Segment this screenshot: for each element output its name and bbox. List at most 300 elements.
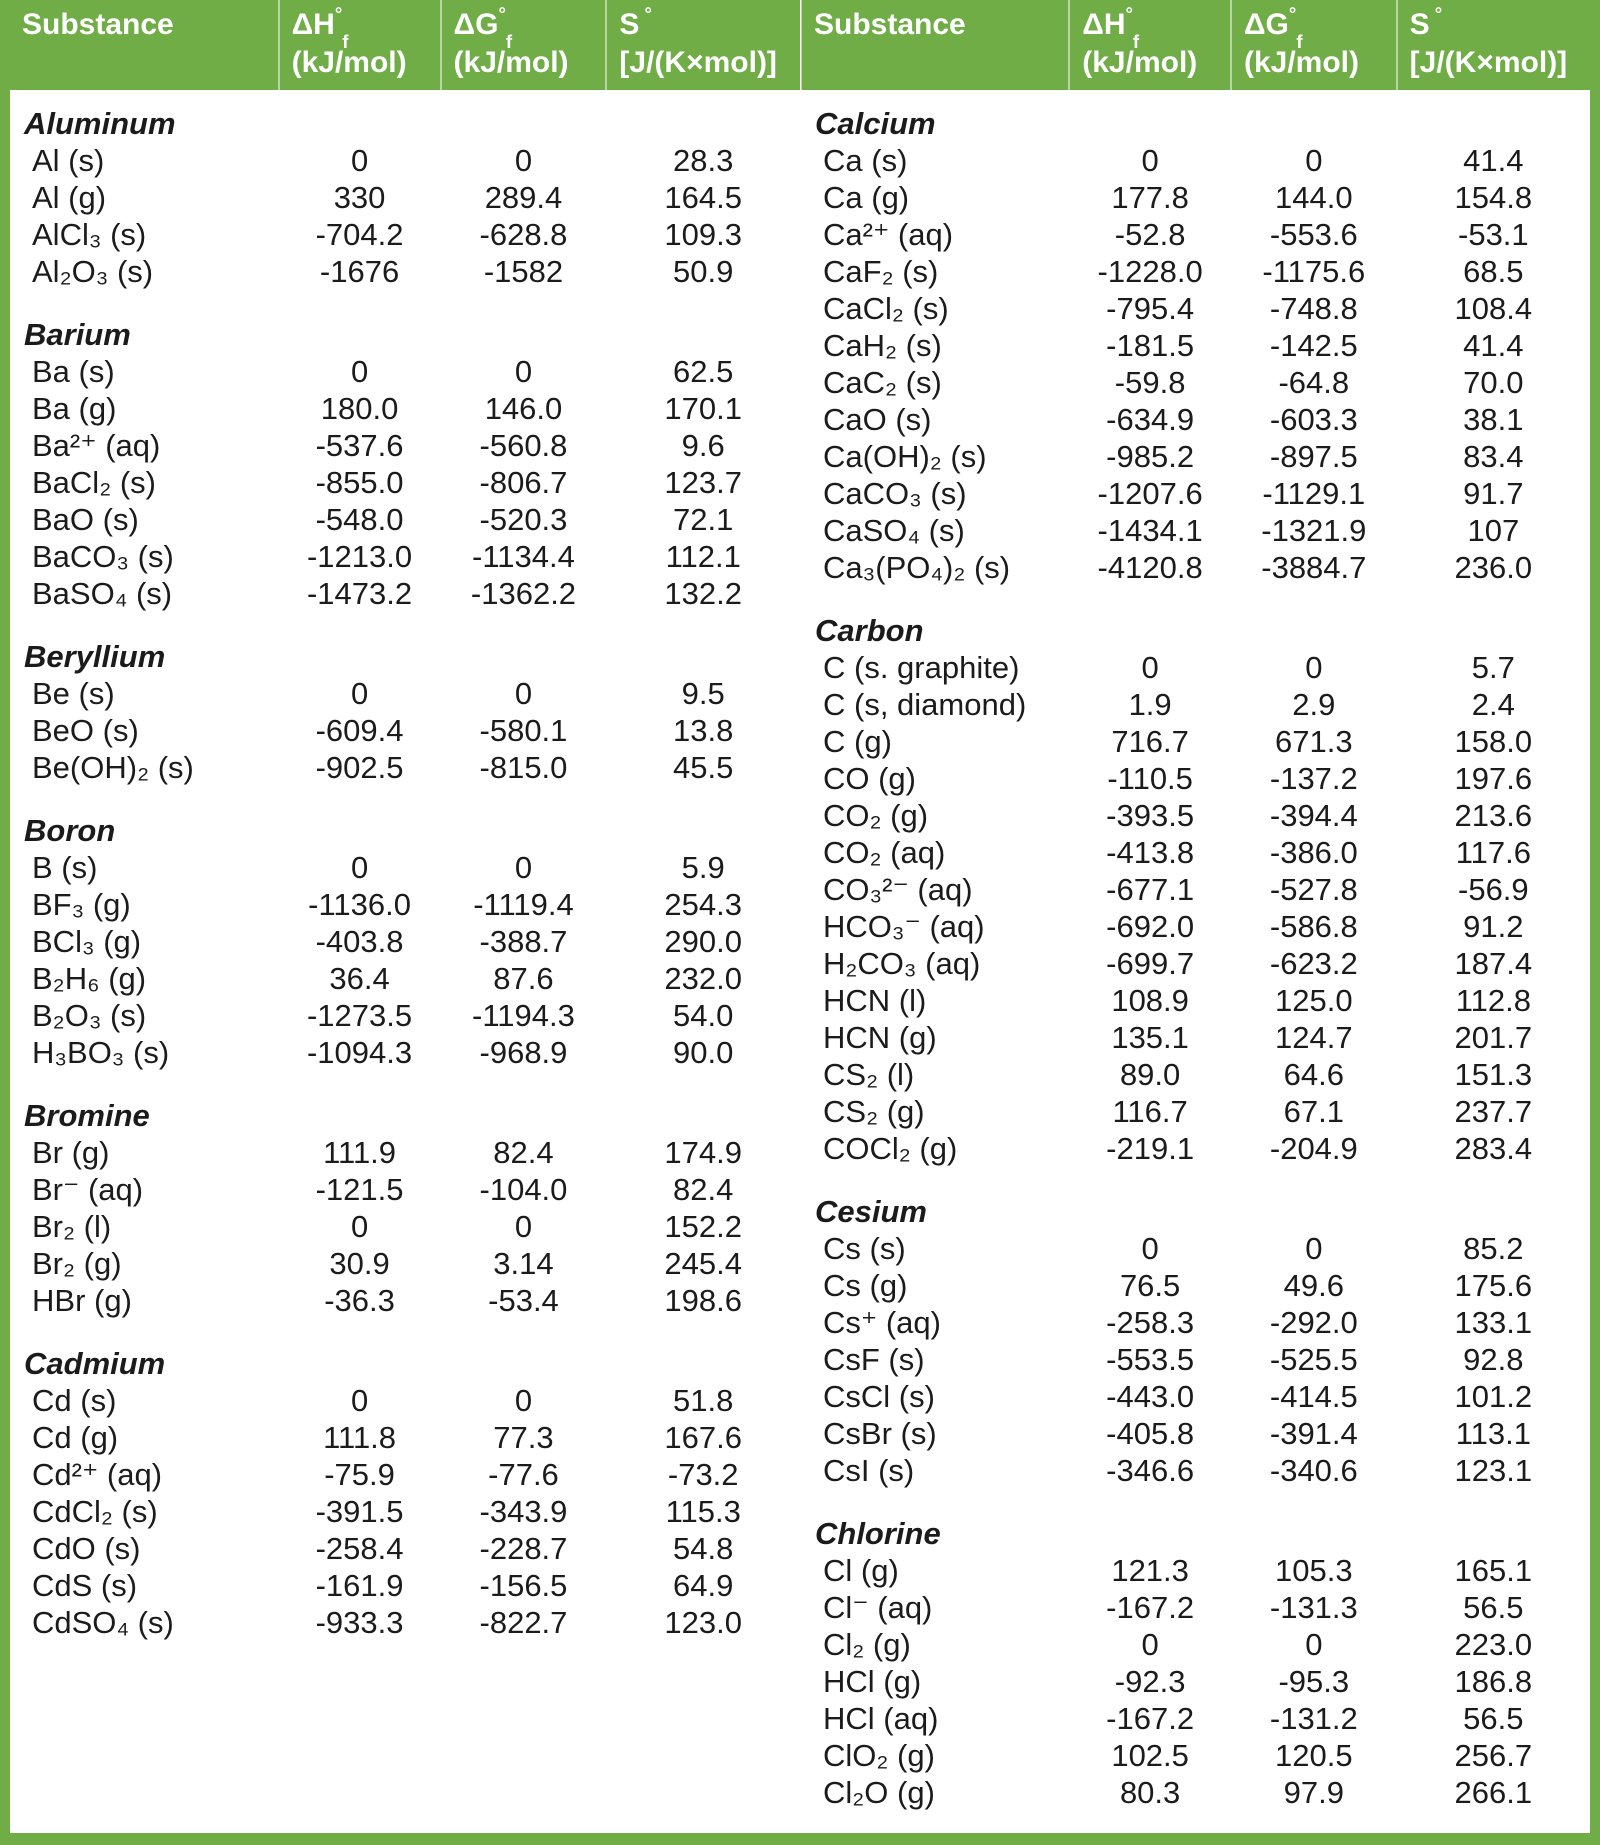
substance-cell: Al (s) xyxy=(32,142,105,178)
dg-value-cell: -343.9 xyxy=(479,1493,568,1529)
dg-value-cell: -77.6 xyxy=(488,1456,559,1492)
dh-value-cell: -985.2 xyxy=(1106,438,1195,474)
s-value-cell: 9.6 xyxy=(681,427,725,463)
dh-value-cell: 1.9 xyxy=(1128,686,1172,722)
substance-cell: CaH₂ (s) xyxy=(823,327,942,363)
table-row xyxy=(10,1493,800,1530)
substance-cell: HCN (l) xyxy=(823,982,927,1018)
dg-header-symbol: $\Delta G^\circ_f$ xyxy=(453,3,513,52)
s-value-cell: 175.6 xyxy=(1454,1267,1533,1303)
table-row xyxy=(801,290,1590,327)
s-value-cell: 101.2 xyxy=(1454,1378,1533,1414)
substance-cell: COCl₂ (g) xyxy=(823,1130,958,1166)
s-value-cell: 165.1 xyxy=(1454,1552,1533,1588)
dh-value-cell: -413.8 xyxy=(1106,834,1195,870)
dh-value-cell: -692.0 xyxy=(1106,908,1195,944)
spacer-cell xyxy=(10,612,800,638)
dg-value-cell: 0 xyxy=(514,849,533,885)
dg-value-cell: -628.8 xyxy=(479,216,568,252)
table-row xyxy=(801,253,1590,290)
section-spacer xyxy=(10,90,800,105)
s-value-cell: 237.7 xyxy=(1454,1093,1533,1129)
table-row xyxy=(10,675,800,712)
table-row xyxy=(10,1245,800,1282)
dh-value-cell: 0 xyxy=(1141,649,1159,685)
section-title-row xyxy=(10,638,800,675)
dg-value-cell: -586.8 xyxy=(1269,908,1358,944)
s-value-cell: 28.3 xyxy=(673,142,734,178)
s-value-cell: 45.5 xyxy=(673,749,734,785)
dh-value-cell: -75.9 xyxy=(324,1456,395,1492)
dg-value-cell: -748.8 xyxy=(1269,290,1358,326)
dg-value-cell: -560.8 xyxy=(479,427,568,463)
substance-cell: C (s, diamond) xyxy=(823,686,1027,722)
s-value-cell: 113.1 xyxy=(1455,1415,1531,1451)
dh-value-cell: -161.9 xyxy=(315,1567,404,1603)
s-value-cell: 2.4 xyxy=(1471,686,1515,722)
s-value-cell: 201.7 xyxy=(1454,1019,1533,1055)
section-title: Aluminum xyxy=(24,105,176,141)
dg-value-cell: 0 xyxy=(514,1382,533,1418)
dg-value-cell: -520.3 xyxy=(479,501,568,537)
table-row xyxy=(10,1134,800,1171)
table-row xyxy=(801,512,1590,549)
substance-cell: B (s) xyxy=(32,849,98,885)
substance-cell: HCl (aq) xyxy=(823,1700,939,1736)
substance-cell: Cl₂O (g) xyxy=(823,1774,935,1810)
dh-value-cell: -4120.8 xyxy=(1097,549,1203,585)
substance-cell: Ba²⁺ (aq) xyxy=(32,427,161,463)
table-row xyxy=(10,1567,800,1604)
s-value-cell: 107 xyxy=(1467,512,1520,548)
s-value-cell: 108.4 xyxy=(1454,290,1533,326)
substance-cell: Br (g) xyxy=(32,1134,110,1170)
table-row xyxy=(10,353,800,390)
table-row xyxy=(801,723,1590,760)
table-row xyxy=(801,834,1590,871)
dg-value-cell: 0 xyxy=(514,142,533,178)
section-spacer xyxy=(10,612,800,638)
substance-cell: CaSO₄ (s) xyxy=(823,512,965,548)
table-row xyxy=(801,1130,1590,1167)
table-row xyxy=(801,908,1590,945)
s-value-cell: 41.4 xyxy=(1463,142,1524,178)
substance-cell: ClO₂ (g) xyxy=(823,1737,935,1773)
section-title: Calcium xyxy=(815,105,936,141)
dg-value-cell: -142.5 xyxy=(1269,327,1358,363)
s-value-cell: 51.8 xyxy=(673,1382,734,1418)
dh-value-cell: 177.8 xyxy=(1111,179,1189,215)
substance-header-label: Substance xyxy=(814,8,966,41)
dh-value-cell: -393.5 xyxy=(1106,797,1195,833)
dg-value-cell: 289.4 xyxy=(484,179,563,215)
substance-cell: Ca₃(PO₄)₂ (s) xyxy=(823,549,1011,585)
spacer-cell xyxy=(801,90,1590,105)
col-header-substance-right xyxy=(801,0,1069,90)
table-header-right xyxy=(801,0,1590,90)
section-spacer xyxy=(10,290,800,316)
substance-cell: BaCO₃ (s) xyxy=(32,538,174,574)
col-header-dh-right xyxy=(1069,0,1231,90)
s-value-cell: 266.1 xyxy=(1454,1774,1533,1810)
substance-cell: C (s. graphite) xyxy=(823,649,1020,685)
dg-value-cell: -340.6 xyxy=(1269,1452,1358,1488)
section-title-row xyxy=(10,316,800,353)
dg-value-cell: -623.2 xyxy=(1269,945,1358,981)
table-row xyxy=(801,401,1590,438)
dg-value-cell: -388.7 xyxy=(479,923,568,959)
tables-container xyxy=(10,0,1590,1811)
dh-value-cell: -704.2 xyxy=(315,216,404,252)
substance-cell: Cs (g) xyxy=(823,1267,908,1303)
dg-value-cell: -1119.4 xyxy=(473,886,574,922)
dh-value-cell: 330 xyxy=(333,179,386,215)
substance-cell: CdO (s) xyxy=(32,1530,141,1566)
table-row xyxy=(10,575,800,612)
substance-cell: CsI (s) xyxy=(823,1452,915,1488)
substance-cell: Ca(OH)₂ (s) xyxy=(823,438,987,474)
dg-value-cell: 671.3 xyxy=(1275,723,1353,759)
s-value-cell: 70.0 xyxy=(1463,364,1524,400)
table-row xyxy=(801,1552,1590,1589)
dh-value-cell: -933.3 xyxy=(315,1604,404,1640)
dh-value-cell: -36.3 xyxy=(324,1282,395,1318)
section-spacer xyxy=(10,786,800,812)
dg-header-unit: (kJ/mol) xyxy=(1243,45,1360,79)
section-title: Barium xyxy=(24,316,131,352)
s-value-cell: 290.0 xyxy=(664,923,742,959)
section-title-row xyxy=(10,812,800,849)
dh-value-cell: 76.5 xyxy=(1119,1267,1181,1303)
substance-cell: CaF₂ (s) xyxy=(823,253,939,289)
table-row xyxy=(10,1171,800,1208)
dh-value-cell: 111.8 xyxy=(323,1419,397,1455)
substance-cell: Ca (s) xyxy=(823,142,908,178)
dh-value-cell: 135.1 xyxy=(1111,1019,1189,1055)
table-row xyxy=(10,1034,800,1071)
section-title: Carbon xyxy=(815,612,924,648)
substance-cell: Cl⁻ (aq) xyxy=(823,1589,933,1625)
substance-cell: CaC₂ (s) xyxy=(823,364,942,400)
dg-value-cell: -822.7 xyxy=(479,1604,568,1640)
section-spacer xyxy=(801,1167,1590,1193)
dh-value-cell: -548.0 xyxy=(315,501,404,537)
s-value-cell: 123.1 xyxy=(1454,1452,1533,1488)
dh-value-cell: 36.4 xyxy=(329,960,390,996)
s-header-unit: [J/(K×mol)] xyxy=(1409,45,1568,79)
dh-header-symbol: $\Delta H^\circ_f$ xyxy=(291,3,349,52)
dh-value-cell: -443.0 xyxy=(1106,1378,1195,1414)
dh-value-cell: 89.0 xyxy=(1119,1056,1181,1092)
dh-value-cell: -167.2 xyxy=(1106,1700,1195,1736)
dg-value-cell: -1194.3 xyxy=(472,997,575,1033)
dg-value-cell: -3884.7 xyxy=(1261,549,1367,585)
spacer-cell xyxy=(801,1489,1590,1515)
s-value-cell: 283.4 xyxy=(1454,1130,1533,1166)
substance-cell: CO₃²⁻ (aq) xyxy=(823,871,973,907)
dh-header-unit: (kJ/mol) xyxy=(291,45,407,79)
table-row xyxy=(10,749,800,786)
dg-value-cell: 124.7 xyxy=(1275,1019,1353,1055)
dh-value-cell: 0 xyxy=(350,675,369,711)
substance-cell: CdS (s) xyxy=(32,1567,138,1603)
substance-cell: CdSO₄ (s) xyxy=(32,1604,174,1640)
substance-cell: CO (g) xyxy=(823,760,916,796)
section-spacer xyxy=(801,586,1590,612)
table-body-right xyxy=(801,90,1590,1811)
substance-cell: CdCl₂ (s) xyxy=(32,1493,158,1529)
s-value-cell: 68.5 xyxy=(1463,253,1524,289)
substance-cell: Cd²⁺ (aq) xyxy=(32,1456,163,1492)
s-value-cell: -73.2 xyxy=(667,1456,739,1492)
substance-cell: CS₂ (g) xyxy=(823,1093,925,1129)
dg-value-cell: -137.2 xyxy=(1269,760,1358,796)
table-row xyxy=(10,1456,800,1493)
dh-value-cell: -391.5 xyxy=(315,1493,404,1529)
table-row xyxy=(10,923,800,960)
table-row xyxy=(10,1530,800,1567)
table-body-left xyxy=(10,90,800,1641)
dg-value-cell: -580.1 xyxy=(479,712,568,748)
substance-cell: Ca (g) xyxy=(823,179,910,215)
section-spacer xyxy=(801,1489,1590,1515)
dg-value-cell: 120.5 xyxy=(1275,1737,1353,1773)
s-value-cell: 236.0 xyxy=(1454,549,1533,585)
section-title-row xyxy=(10,105,800,142)
dg-value-cell: 144.0 xyxy=(1275,179,1353,215)
table-row xyxy=(10,1419,800,1456)
table-row xyxy=(801,1267,1590,1304)
table-row xyxy=(801,475,1590,512)
s-value-cell: 170.1 xyxy=(664,390,742,426)
dh-value-cell: -1207.6 xyxy=(1097,475,1203,511)
substance-cell: CO₂ (g) xyxy=(823,797,929,833)
substance-cell: Ca²⁺ (aq) xyxy=(823,216,954,252)
substance-cell: HBr (g) xyxy=(32,1282,132,1318)
s-value-cell: 223.0 xyxy=(1454,1626,1533,1662)
s-value-cell: 9.5 xyxy=(681,675,725,711)
s-value-cell: 158.0 xyxy=(1454,723,1533,759)
dh-value-cell: -92.3 xyxy=(1114,1663,1186,1699)
s-value-cell: 54.8 xyxy=(673,1530,734,1566)
spacer-cell xyxy=(10,90,800,105)
spacer-cell xyxy=(10,1071,800,1097)
table-row xyxy=(10,997,800,1034)
thermo-table-right xyxy=(800,0,1590,1811)
dh-value-cell: -1473.2 xyxy=(306,575,413,611)
s-value-cell: 90.0 xyxy=(673,1034,734,1070)
table-row xyxy=(801,1700,1590,1737)
section-spacer xyxy=(801,90,1590,105)
dg-value-cell: 105.3 xyxy=(1275,1552,1353,1588)
col-header-dh-left xyxy=(279,0,441,90)
substance-cell: BaO (s) xyxy=(32,501,139,537)
table-row xyxy=(801,1304,1590,1341)
dg-value-cell: 0 xyxy=(1305,142,1323,178)
dh-value-cell: 0 xyxy=(350,1208,369,1244)
substance-cell: HCl (g) xyxy=(823,1663,922,1699)
section-title: Beryllium xyxy=(24,638,166,674)
dh-value-cell: -403.8 xyxy=(315,923,404,959)
section-spacer xyxy=(10,1071,800,1097)
dg-value-cell: -603.3 xyxy=(1269,401,1358,437)
s-value-cell: 54.0 xyxy=(673,997,734,1033)
col-header-s-right xyxy=(1397,0,1590,90)
dg-value-cell: -394.4 xyxy=(1269,797,1358,833)
substance-header-label: Substance xyxy=(22,8,174,41)
dg-value-cell: -553.6 xyxy=(1269,216,1358,252)
dg-value-cell: 82.4 xyxy=(493,1134,554,1170)
spacer-cell xyxy=(10,290,800,316)
table-row xyxy=(801,1378,1590,1415)
dh-value-cell: 80.3 xyxy=(1119,1774,1181,1810)
substance-cell: CS₂ (l) xyxy=(823,1056,915,1092)
section-title-row xyxy=(801,1515,1590,1552)
dg-value-cell: 87.6 xyxy=(493,960,554,996)
s-value-cell: 213.6 xyxy=(1454,797,1533,833)
s-value-cell: 91.7 xyxy=(1463,475,1524,511)
col-header-s-left xyxy=(606,0,800,90)
s-value-cell: -53.1 xyxy=(1458,216,1529,252)
col-header-dg-right xyxy=(1231,0,1397,90)
table-row xyxy=(10,960,800,997)
dg-value-cell: 49.6 xyxy=(1283,1267,1344,1303)
dg-value-cell: -131.2 xyxy=(1269,1700,1358,1736)
table-row xyxy=(801,438,1590,475)
substance-cell: Ba (s) xyxy=(32,353,115,389)
table-row xyxy=(10,1282,800,1319)
dg-value-cell: -1362.2 xyxy=(470,575,577,611)
section-spacer xyxy=(10,1319,800,1345)
substance-cell: H₃BO₃ (s) xyxy=(32,1034,170,1070)
s-value-cell: 38.1 xyxy=(1463,401,1524,437)
dg-value-cell: -204.9 xyxy=(1269,1130,1358,1166)
dg-value-cell: 0 xyxy=(1305,1230,1323,1266)
s-value-cell: 256.7 xyxy=(1454,1737,1533,1773)
substance-cell: Br₂ (l) xyxy=(32,1208,112,1244)
dh-value-cell: -219.1 xyxy=(1106,1130,1195,1166)
dg-header-unit: (kJ/mol) xyxy=(453,45,569,79)
substance-cell: AlCl₃ (s) xyxy=(32,216,147,252)
s-value-cell: 5.9 xyxy=(681,849,725,885)
substance-cell: Br₂ (g) xyxy=(32,1245,122,1281)
dg-value-cell: -64.8 xyxy=(1278,364,1350,400)
substance-cell: H₂CO₃ (aq) xyxy=(823,945,981,981)
table-row xyxy=(801,1774,1590,1811)
dg-value-cell: -527.8 xyxy=(1269,871,1358,907)
dh-value-cell: 102.5 xyxy=(1111,1737,1189,1773)
substance-cell: CaCl₂ (s) xyxy=(823,290,949,326)
table-row xyxy=(801,1737,1590,1774)
s-value-cell: 85.2 xyxy=(1463,1230,1524,1266)
dh-value-cell: 30.9 xyxy=(329,1245,390,1281)
dh-value-cell: -1136.0 xyxy=(308,886,411,922)
section-title-row xyxy=(10,1097,800,1134)
table-row xyxy=(10,142,800,179)
s-value-cell: 151.3 xyxy=(1454,1056,1533,1092)
table-row xyxy=(801,216,1590,253)
substance-cell: HCO₃⁻ (aq) xyxy=(823,908,985,944)
s-value-cell: 50.9 xyxy=(673,253,734,289)
s-header-unit: [J/(K×mol)] xyxy=(619,45,777,79)
substance-cell: BeO (s) xyxy=(32,712,139,748)
dg-value-cell: 0 xyxy=(1305,1626,1323,1662)
substance-cell: Cs⁺ (aq) xyxy=(823,1304,941,1340)
dh-value-cell: 0 xyxy=(1141,142,1159,178)
table-row xyxy=(801,142,1590,179)
table-row xyxy=(801,1093,1590,1130)
table-row xyxy=(10,390,800,427)
dh-value-cell: -121.5 xyxy=(315,1171,404,1207)
dh-value-cell: -258.4 xyxy=(315,1530,404,1566)
dg-value-cell: -156.5 xyxy=(479,1567,568,1603)
dh-value-cell: -634.9 xyxy=(1106,401,1195,437)
substance-cell: Be(OH)₂ (s) xyxy=(32,749,194,785)
substance-cell: Ba (g) xyxy=(32,390,117,426)
section-title: Chlorine xyxy=(815,1515,941,1551)
substance-cell: BaSO₄ (s) xyxy=(32,575,173,611)
dg-value-cell: -131.3 xyxy=(1269,1589,1358,1625)
substance-cell: CsF (s) xyxy=(823,1341,925,1377)
dh-value-cell: -167.2 xyxy=(1106,1589,1195,1625)
table-row xyxy=(10,179,800,216)
table-row xyxy=(10,1604,800,1641)
dh-value-cell: -855.0 xyxy=(315,464,404,500)
dh-value-cell: -699.7 xyxy=(1106,945,1195,981)
table-row xyxy=(10,464,800,501)
dg-value-cell: -968.9 xyxy=(479,1034,568,1070)
substance-cell: Al (g) xyxy=(32,179,107,215)
table-row xyxy=(801,871,1590,908)
dh-value-cell: -1273.5 xyxy=(306,997,413,1033)
table-row xyxy=(801,686,1590,723)
s-value-cell: 109.3 xyxy=(664,216,742,252)
dg-header-symbol: $\Delta G^\circ_f$ xyxy=(1243,3,1303,52)
substance-cell: CsBr (s) xyxy=(823,1415,937,1451)
substance-cell: Be (s) xyxy=(32,675,115,711)
table-row xyxy=(801,1415,1590,1452)
dg-value-cell: 0 xyxy=(514,353,533,389)
dg-value-cell: -1321.9 xyxy=(1261,512,1367,548)
s-value-cell: 123.7 xyxy=(664,464,742,500)
substance-cell: B₂H₆ (g) xyxy=(32,960,147,996)
table-row xyxy=(801,1452,1590,1489)
s-value-cell: 254.3 xyxy=(664,886,742,922)
substance-cell: CsCl (s) xyxy=(823,1378,935,1414)
s-header-symbol: S ° xyxy=(1409,3,1443,41)
dg-value-cell: -1175.6 xyxy=(1262,253,1366,289)
table-row xyxy=(10,712,800,749)
dh-value-cell: -902.5 xyxy=(315,749,404,785)
s-value-cell: 167.6 xyxy=(664,1419,742,1455)
spacer-cell xyxy=(10,786,800,812)
dg-value-cell: 0 xyxy=(514,1208,533,1244)
s-value-cell: 198.6 xyxy=(664,1282,742,1318)
dg-value-cell: -1582 xyxy=(483,253,564,289)
s-value-cell: 245.4 xyxy=(664,1245,742,1281)
s-value-cell: 62.5 xyxy=(673,353,734,389)
dg-value-cell: -104.0 xyxy=(479,1171,568,1207)
dh-value-cell: -405.8 xyxy=(1106,1415,1195,1451)
table-row xyxy=(801,1230,1590,1267)
s-value-cell: 154.8 xyxy=(1454,179,1533,215)
dg-value-cell: -391.4 xyxy=(1269,1415,1358,1451)
dh-value-cell: -1213.0 xyxy=(306,538,413,574)
s-value-cell: 83.4 xyxy=(1463,438,1524,474)
dh-value-cell: 121.3 xyxy=(1111,1552,1189,1588)
dg-value-cell: 0 xyxy=(514,675,533,711)
section-title: Cesium xyxy=(815,1193,927,1229)
